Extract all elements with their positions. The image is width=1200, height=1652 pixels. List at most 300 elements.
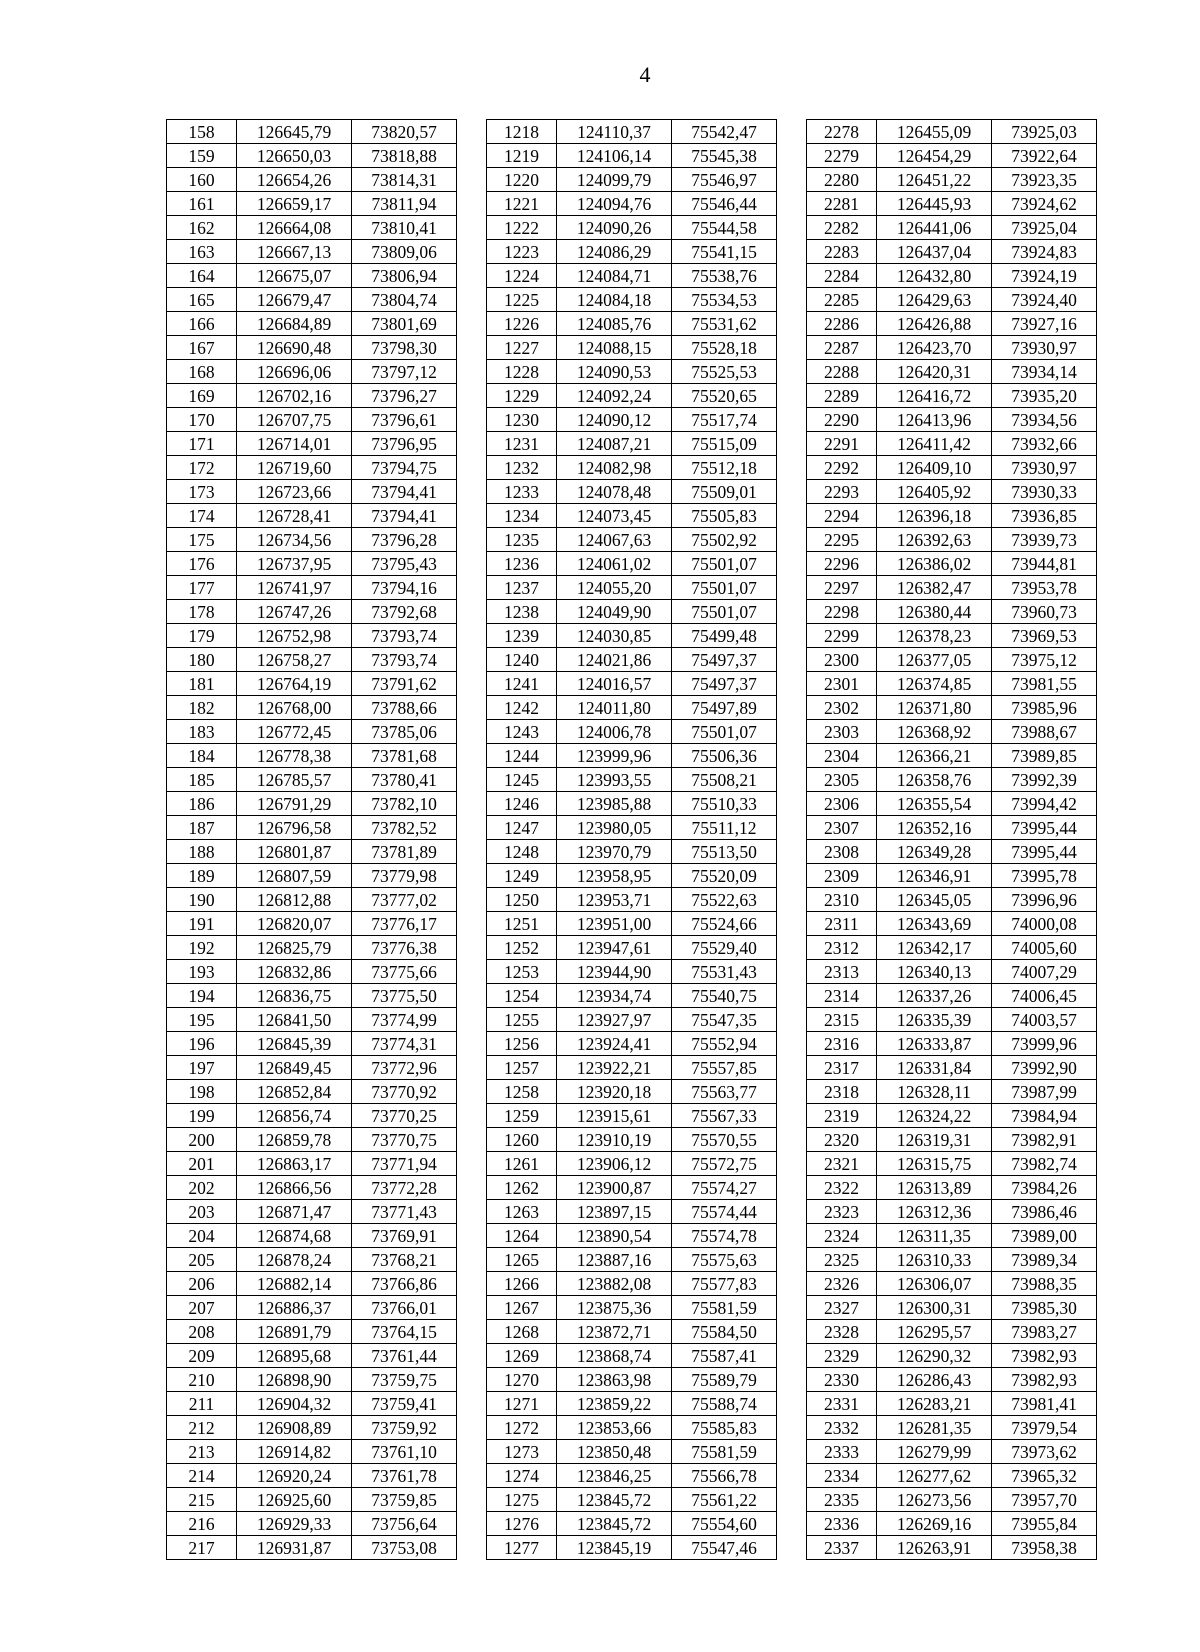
y-coordinate-cell: 73988,35 bbox=[992, 1272, 1097, 1296]
point-number-cell: 2307 bbox=[807, 816, 877, 840]
column-gap bbox=[457, 312, 487, 336]
x-coordinate-cell: 126396,18 bbox=[877, 504, 992, 528]
point-number-cell: 205 bbox=[167, 1248, 237, 1272]
point-number-cell: 203 bbox=[167, 1200, 237, 1224]
x-coordinate-cell: 123859,22 bbox=[557, 1392, 672, 1416]
point-number-cell: 212 bbox=[167, 1416, 237, 1440]
x-coordinate-cell: 126849,45 bbox=[237, 1056, 352, 1080]
y-coordinate-cell: 73759,75 bbox=[352, 1368, 457, 1392]
y-coordinate-cell: 73766,86 bbox=[352, 1272, 457, 1296]
x-coordinate-cell: 126714,01 bbox=[237, 432, 352, 456]
x-coordinate-cell: 126386,02 bbox=[877, 552, 992, 576]
y-coordinate-cell: 74005,60 bbox=[992, 936, 1097, 960]
x-coordinate-cell: 126914,82 bbox=[237, 1440, 352, 1464]
y-coordinate-cell: 73801,69 bbox=[352, 312, 457, 336]
y-coordinate-cell: 73982,74 bbox=[992, 1152, 1097, 1176]
y-coordinate-cell: 75501,07 bbox=[672, 600, 777, 624]
y-coordinate-cell: 75588,74 bbox=[672, 1392, 777, 1416]
table-row bbox=[167, 1488, 1097, 1512]
x-coordinate-cell: 124094,76 bbox=[557, 192, 672, 216]
x-coordinate-cell: 124099,79 bbox=[557, 168, 672, 192]
point-number-cell: 162 bbox=[167, 216, 237, 240]
column-gap bbox=[777, 888, 807, 912]
y-coordinate-cell: 74003,57 bbox=[992, 1008, 1097, 1032]
point-number-cell: 2304 bbox=[807, 744, 877, 768]
point-number-cell: 1261 bbox=[487, 1152, 557, 1176]
point-number-cell: 1241 bbox=[487, 672, 557, 696]
y-coordinate-cell: 75515,09 bbox=[672, 432, 777, 456]
table-row bbox=[167, 624, 1097, 648]
point-number-cell: 2305 bbox=[807, 768, 877, 792]
x-coordinate-cell: 126451,22 bbox=[877, 168, 992, 192]
point-number-cell: 1266 bbox=[487, 1272, 557, 1296]
column-gap bbox=[777, 480, 807, 504]
y-coordinate-cell: 73986,46 bbox=[992, 1200, 1097, 1224]
point-number-cell: 217 bbox=[167, 1536, 237, 1560]
x-coordinate-cell: 123953,71 bbox=[557, 888, 672, 912]
y-coordinate-cell: 73794,41 bbox=[352, 504, 457, 528]
y-coordinate-cell: 73785,06 bbox=[352, 720, 457, 744]
x-coordinate-cell: 126337,26 bbox=[877, 984, 992, 1008]
column-gap bbox=[457, 408, 487, 432]
column-gap bbox=[457, 744, 487, 768]
y-coordinate-cell: 73989,85 bbox=[992, 744, 1097, 768]
y-coordinate-cell: 75574,44 bbox=[672, 1200, 777, 1224]
column-gap bbox=[457, 1320, 487, 1344]
point-number-cell: 191 bbox=[167, 912, 237, 936]
x-coordinate-cell: 126429,63 bbox=[877, 288, 992, 312]
x-coordinate-cell: 124110,37 bbox=[557, 120, 672, 144]
x-coordinate-cell: 126764,19 bbox=[237, 672, 352, 696]
table-row bbox=[167, 1080, 1097, 1104]
x-coordinate-cell: 124082,98 bbox=[557, 456, 672, 480]
y-coordinate-cell: 73795,43 bbox=[352, 552, 457, 576]
point-number-cell: 2286 bbox=[807, 312, 877, 336]
y-coordinate-cell: 73924,62 bbox=[992, 192, 1097, 216]
x-coordinate-cell: 123872,71 bbox=[557, 1320, 672, 1344]
x-coordinate-cell: 126859,78 bbox=[237, 1128, 352, 1152]
point-number-cell: 2312 bbox=[807, 936, 877, 960]
column-gap bbox=[457, 1296, 487, 1320]
table-row bbox=[167, 672, 1097, 696]
y-coordinate-cell: 73973,62 bbox=[992, 1440, 1097, 1464]
y-coordinate-cell: 75524,66 bbox=[672, 912, 777, 936]
y-coordinate-cell: 75509,01 bbox=[672, 480, 777, 504]
column-gap bbox=[457, 1536, 487, 1560]
column-gap bbox=[457, 1272, 487, 1296]
y-coordinate-cell: 75577,83 bbox=[672, 1272, 777, 1296]
point-number-cell: 185 bbox=[167, 768, 237, 792]
point-number-cell: 2335 bbox=[807, 1488, 877, 1512]
y-coordinate-cell: 73796,28 bbox=[352, 528, 457, 552]
point-number-cell: 1223 bbox=[487, 240, 557, 264]
y-coordinate-cell: 73759,41 bbox=[352, 1392, 457, 1416]
point-number-cell: 187 bbox=[167, 816, 237, 840]
x-coordinate-cell: 123993,55 bbox=[557, 768, 672, 792]
x-coordinate-cell: 126752,98 bbox=[237, 624, 352, 648]
y-coordinate-cell: 75501,07 bbox=[672, 720, 777, 744]
table-row bbox=[167, 816, 1097, 840]
column-gap bbox=[777, 960, 807, 984]
point-number-cell: 1233 bbox=[487, 480, 557, 504]
x-coordinate-cell: 126273,56 bbox=[877, 1488, 992, 1512]
point-number-cell: 167 bbox=[167, 336, 237, 360]
x-coordinate-cell: 123853,66 bbox=[557, 1416, 672, 1440]
column-gap bbox=[777, 840, 807, 864]
y-coordinate-cell: 73935,20 bbox=[992, 384, 1097, 408]
table-row bbox=[167, 864, 1097, 888]
point-number-cell: 169 bbox=[167, 384, 237, 408]
y-coordinate-cell: 73788,66 bbox=[352, 696, 457, 720]
point-number-cell: 190 bbox=[167, 888, 237, 912]
column-gap bbox=[457, 264, 487, 288]
y-coordinate-cell: 75528,18 bbox=[672, 336, 777, 360]
point-number-cell: 1262 bbox=[487, 1176, 557, 1200]
point-number-cell: 2334 bbox=[807, 1464, 877, 1488]
column-gap bbox=[777, 864, 807, 888]
x-coordinate-cell: 126925,60 bbox=[237, 1488, 352, 1512]
table-row bbox=[167, 336, 1097, 360]
x-coordinate-cell: 124088,15 bbox=[557, 336, 672, 360]
y-coordinate-cell: 73794,16 bbox=[352, 576, 457, 600]
point-number-cell: 1271 bbox=[487, 1392, 557, 1416]
point-number-cell: 1226 bbox=[487, 312, 557, 336]
y-coordinate-cell: 73989,34 bbox=[992, 1248, 1097, 1272]
y-coordinate-cell: 73960,73 bbox=[992, 600, 1097, 624]
x-coordinate-cell: 126664,08 bbox=[237, 216, 352, 240]
x-coordinate-cell: 126758,27 bbox=[237, 648, 352, 672]
x-coordinate-cell: 123924,41 bbox=[557, 1032, 672, 1056]
x-coordinate-cell: 124084,18 bbox=[557, 288, 672, 312]
y-coordinate-cell: 73796,27 bbox=[352, 384, 457, 408]
x-coordinate-cell: 124084,71 bbox=[557, 264, 672, 288]
y-coordinate-cell: 73780,41 bbox=[352, 768, 457, 792]
x-coordinate-cell: 124073,45 bbox=[557, 504, 672, 528]
x-coordinate-cell: 126841,50 bbox=[237, 1008, 352, 1032]
x-coordinate-cell: 123887,16 bbox=[557, 1248, 672, 1272]
point-number-cell: 207 bbox=[167, 1296, 237, 1320]
x-coordinate-cell: 126866,56 bbox=[237, 1176, 352, 1200]
column-gap bbox=[777, 600, 807, 624]
table-row bbox=[167, 1368, 1097, 1392]
column-gap bbox=[777, 1200, 807, 1224]
x-coordinate-cell: 126315,75 bbox=[877, 1152, 992, 1176]
column-gap bbox=[777, 552, 807, 576]
point-number-cell: 2315 bbox=[807, 1008, 877, 1032]
column-gap bbox=[457, 648, 487, 672]
x-coordinate-cell: 123868,74 bbox=[557, 1344, 672, 1368]
point-number-cell: 1264 bbox=[487, 1224, 557, 1248]
column-gap bbox=[777, 1392, 807, 1416]
x-coordinate-cell: 126891,79 bbox=[237, 1320, 352, 1344]
x-coordinate-cell: 126312,36 bbox=[877, 1200, 992, 1224]
point-number-cell: 1225 bbox=[487, 288, 557, 312]
point-number-cell: 213 bbox=[167, 1440, 237, 1464]
x-coordinate-cell: 124016,57 bbox=[557, 672, 672, 696]
point-number-cell: 1269 bbox=[487, 1344, 557, 1368]
x-coordinate-cell: 126269,16 bbox=[877, 1512, 992, 1536]
column-gap bbox=[777, 312, 807, 336]
point-number-cell: 189 bbox=[167, 864, 237, 888]
x-coordinate-cell: 123897,15 bbox=[557, 1200, 672, 1224]
point-number-cell: 2333 bbox=[807, 1440, 877, 1464]
point-number-cell: 1230 bbox=[487, 408, 557, 432]
point-number-cell: 2324 bbox=[807, 1224, 877, 1248]
x-coordinate-cell: 126286,43 bbox=[877, 1368, 992, 1392]
y-coordinate-cell: 73927,16 bbox=[992, 312, 1097, 336]
x-coordinate-cell: 123845,72 bbox=[557, 1512, 672, 1536]
column-gap bbox=[457, 1032, 487, 1056]
y-coordinate-cell: 73992,90 bbox=[992, 1056, 1097, 1080]
point-number-cell: 2284 bbox=[807, 264, 877, 288]
column-gap bbox=[457, 1080, 487, 1104]
x-coordinate-cell: 126772,45 bbox=[237, 720, 352, 744]
y-coordinate-cell: 73779,98 bbox=[352, 864, 457, 888]
x-coordinate-cell: 126684,89 bbox=[237, 312, 352, 336]
y-coordinate-cell: 73924,40 bbox=[992, 288, 1097, 312]
y-coordinate-cell: 73775,50 bbox=[352, 984, 457, 1008]
y-coordinate-cell: 73770,75 bbox=[352, 1128, 457, 1152]
y-coordinate-cell: 73759,85 bbox=[352, 1488, 457, 1512]
x-coordinate-cell: 126929,33 bbox=[237, 1512, 352, 1536]
table-row bbox=[167, 1464, 1097, 1488]
y-coordinate-cell: 73953,78 bbox=[992, 576, 1097, 600]
y-coordinate-cell: 75499,48 bbox=[672, 624, 777, 648]
y-coordinate-cell: 73796,61 bbox=[352, 408, 457, 432]
table-row bbox=[167, 168, 1097, 192]
y-coordinate-cell: 75570,55 bbox=[672, 1128, 777, 1152]
x-coordinate-cell: 126882,14 bbox=[237, 1272, 352, 1296]
column-gap bbox=[457, 1176, 487, 1200]
column-gap bbox=[777, 168, 807, 192]
column-gap bbox=[777, 216, 807, 240]
x-coordinate-cell: 124021,86 bbox=[557, 648, 672, 672]
y-coordinate-cell: 75545,38 bbox=[672, 144, 777, 168]
table-row bbox=[167, 1344, 1097, 1368]
y-coordinate-cell: 73810,41 bbox=[352, 216, 457, 240]
x-coordinate-cell: 126667,13 bbox=[237, 240, 352, 264]
y-coordinate-cell: 73820,57 bbox=[352, 120, 457, 144]
point-number-cell: 2325 bbox=[807, 1248, 877, 1272]
point-number-cell: 172 bbox=[167, 456, 237, 480]
column-gap bbox=[777, 360, 807, 384]
x-coordinate-cell: 126904,32 bbox=[237, 1392, 352, 1416]
y-coordinate-cell: 75511,12 bbox=[672, 816, 777, 840]
point-number-cell: 197 bbox=[167, 1056, 237, 1080]
x-coordinate-cell: 126659,17 bbox=[237, 192, 352, 216]
y-coordinate-cell: 75520,65 bbox=[672, 384, 777, 408]
column-gap bbox=[457, 816, 487, 840]
point-number-cell: 1236 bbox=[487, 552, 557, 576]
point-number-cell: 211 bbox=[167, 1392, 237, 1416]
x-coordinate-cell: 126791,29 bbox=[237, 792, 352, 816]
table-row bbox=[167, 1392, 1097, 1416]
y-coordinate-cell: 73811,94 bbox=[352, 192, 457, 216]
point-number-cell: 170 bbox=[167, 408, 237, 432]
x-coordinate-cell: 126426,88 bbox=[877, 312, 992, 336]
y-coordinate-cell: 73804,74 bbox=[352, 288, 457, 312]
column-gap bbox=[457, 1008, 487, 1032]
column-gap bbox=[457, 432, 487, 456]
x-coordinate-cell: 126333,87 bbox=[877, 1032, 992, 1056]
x-coordinate-cell: 126825,79 bbox=[237, 936, 352, 960]
y-coordinate-cell: 75525,53 bbox=[672, 360, 777, 384]
x-coordinate-cell: 126290,32 bbox=[877, 1344, 992, 1368]
column-gap bbox=[777, 528, 807, 552]
x-coordinate-cell: 126707,75 bbox=[237, 408, 352, 432]
column-gap bbox=[457, 1392, 487, 1416]
point-number-cell: 2318 bbox=[807, 1080, 877, 1104]
x-coordinate-cell: 126352,16 bbox=[877, 816, 992, 840]
point-number-cell: 182 bbox=[167, 696, 237, 720]
table-row bbox=[167, 792, 1097, 816]
column-gap bbox=[777, 744, 807, 768]
column-gap bbox=[457, 456, 487, 480]
point-number-cell: 1237 bbox=[487, 576, 557, 600]
x-coordinate-cell: 126737,95 bbox=[237, 552, 352, 576]
y-coordinate-cell: 73989,00 bbox=[992, 1224, 1097, 1248]
x-coordinate-cell: 126382,47 bbox=[877, 576, 992, 600]
column-gap bbox=[777, 1512, 807, 1536]
column-gap bbox=[457, 840, 487, 864]
x-coordinate-cell: 126747,26 bbox=[237, 600, 352, 624]
point-number-cell: 179 bbox=[167, 624, 237, 648]
point-number-cell: 2300 bbox=[807, 648, 877, 672]
point-number-cell: 2295 bbox=[807, 528, 877, 552]
point-number-cell: 2281 bbox=[807, 192, 877, 216]
y-coordinate-cell: 75540,75 bbox=[672, 984, 777, 1008]
table-row bbox=[167, 1272, 1097, 1296]
point-number-cell: 2301 bbox=[807, 672, 877, 696]
point-number-cell: 2289 bbox=[807, 384, 877, 408]
x-coordinate-cell: 123958,95 bbox=[557, 864, 672, 888]
x-coordinate-cell: 126345,05 bbox=[877, 888, 992, 912]
y-coordinate-cell: 73992,39 bbox=[992, 768, 1097, 792]
point-number-cell: 1272 bbox=[487, 1416, 557, 1440]
column-gap bbox=[777, 1344, 807, 1368]
y-coordinate-cell: 73958,38 bbox=[992, 1536, 1097, 1560]
x-coordinate-cell: 123846,25 bbox=[557, 1464, 672, 1488]
y-coordinate-cell: 73965,32 bbox=[992, 1464, 1097, 1488]
x-coordinate-cell: 126898,90 bbox=[237, 1368, 352, 1392]
column-gap bbox=[457, 888, 487, 912]
point-number-cell: 1219 bbox=[487, 144, 557, 168]
x-coordinate-cell: 124030,85 bbox=[557, 624, 672, 648]
x-coordinate-cell: 123900,87 bbox=[557, 1176, 672, 1200]
x-coordinate-cell: 126340,13 bbox=[877, 960, 992, 984]
x-coordinate-cell: 126283,21 bbox=[877, 1392, 992, 1416]
y-coordinate-cell: 73995,78 bbox=[992, 864, 1097, 888]
x-coordinate-cell: 126832,86 bbox=[237, 960, 352, 984]
y-coordinate-cell: 75544,58 bbox=[672, 216, 777, 240]
y-coordinate-cell: 75541,15 bbox=[672, 240, 777, 264]
point-number-cell: 2306 bbox=[807, 792, 877, 816]
x-coordinate-cell: 126313,89 bbox=[877, 1176, 992, 1200]
point-number-cell: 215 bbox=[167, 1488, 237, 1512]
y-coordinate-cell: 75522,63 bbox=[672, 888, 777, 912]
y-coordinate-cell: 73791,62 bbox=[352, 672, 457, 696]
x-coordinate-cell: 123845,19 bbox=[557, 1536, 672, 1560]
y-coordinate-cell: 73996,96 bbox=[992, 888, 1097, 912]
point-number-cell: 2319 bbox=[807, 1104, 877, 1128]
table-row bbox=[167, 1200, 1097, 1224]
page-number: 4 bbox=[639, 62, 651, 87]
y-coordinate-cell: 75585,83 bbox=[672, 1416, 777, 1440]
column-gap bbox=[777, 576, 807, 600]
column-gap bbox=[457, 1368, 487, 1392]
y-coordinate-cell: 75497,37 bbox=[672, 672, 777, 696]
y-coordinate-cell: 75529,40 bbox=[672, 936, 777, 960]
x-coordinate-cell: 126349,28 bbox=[877, 840, 992, 864]
column-gap bbox=[777, 336, 807, 360]
point-number-cell: 214 bbox=[167, 1464, 237, 1488]
column-gap bbox=[457, 1440, 487, 1464]
point-number-cell: 193 bbox=[167, 960, 237, 984]
column-gap bbox=[777, 1080, 807, 1104]
point-number-cell: 1252 bbox=[487, 936, 557, 960]
point-number-cell: 176 bbox=[167, 552, 237, 576]
y-coordinate-cell: 73955,84 bbox=[992, 1512, 1097, 1536]
y-coordinate-cell: 75538,76 bbox=[672, 264, 777, 288]
x-coordinate-cell: 123920,18 bbox=[557, 1080, 672, 1104]
y-coordinate-cell: 75587,41 bbox=[672, 1344, 777, 1368]
table-row bbox=[167, 288, 1097, 312]
x-coordinate-cell: 126454,29 bbox=[877, 144, 992, 168]
point-number-cell: 202 bbox=[167, 1176, 237, 1200]
point-number-cell: 181 bbox=[167, 672, 237, 696]
column-gap bbox=[457, 528, 487, 552]
x-coordinate-cell: 126675,07 bbox=[237, 264, 352, 288]
y-coordinate-cell: 75517,74 bbox=[672, 408, 777, 432]
x-coordinate-cell: 126654,26 bbox=[237, 168, 352, 192]
x-coordinate-cell: 126690,48 bbox=[237, 336, 352, 360]
x-coordinate-cell: 124055,20 bbox=[557, 576, 672, 600]
y-coordinate-cell: 73932,66 bbox=[992, 432, 1097, 456]
x-coordinate-cell: 126378,23 bbox=[877, 624, 992, 648]
table-row bbox=[167, 384, 1097, 408]
point-number-cell: 166 bbox=[167, 312, 237, 336]
y-coordinate-cell: 73930,97 bbox=[992, 456, 1097, 480]
y-coordinate-cell: 75554,60 bbox=[672, 1512, 777, 1536]
y-coordinate-cell: 75563,77 bbox=[672, 1080, 777, 1104]
y-coordinate-cell: 73756,64 bbox=[352, 1512, 457, 1536]
table-row bbox=[167, 960, 1097, 984]
y-coordinate-cell: 73771,43 bbox=[352, 1200, 457, 1224]
x-coordinate-cell: 124090,53 bbox=[557, 360, 672, 384]
table-row bbox=[167, 1056, 1097, 1080]
x-coordinate-cell: 126279,99 bbox=[877, 1440, 992, 1464]
column-gap bbox=[457, 144, 487, 168]
y-coordinate-cell: 73924,83 bbox=[992, 240, 1097, 264]
point-number-cell: 2323 bbox=[807, 1200, 877, 1224]
x-coordinate-cell: 126836,75 bbox=[237, 984, 352, 1008]
x-coordinate-cell: 124061,02 bbox=[557, 552, 672, 576]
column-gap bbox=[777, 1128, 807, 1152]
point-number-cell: 192 bbox=[167, 936, 237, 960]
point-number-cell: 1243 bbox=[487, 720, 557, 744]
x-coordinate-cell: 126845,39 bbox=[237, 1032, 352, 1056]
point-number-cell: 1273 bbox=[487, 1440, 557, 1464]
y-coordinate-cell: 73925,04 bbox=[992, 216, 1097, 240]
point-number-cell: 2291 bbox=[807, 432, 877, 456]
point-number-cell: 161 bbox=[167, 192, 237, 216]
y-coordinate-cell: 74007,29 bbox=[992, 960, 1097, 984]
y-coordinate-cell: 73770,92 bbox=[352, 1080, 457, 1104]
table-row bbox=[167, 360, 1097, 384]
x-coordinate-cell: 123934,74 bbox=[557, 984, 672, 1008]
column-gap bbox=[457, 624, 487, 648]
point-number-cell: 1242 bbox=[487, 696, 557, 720]
